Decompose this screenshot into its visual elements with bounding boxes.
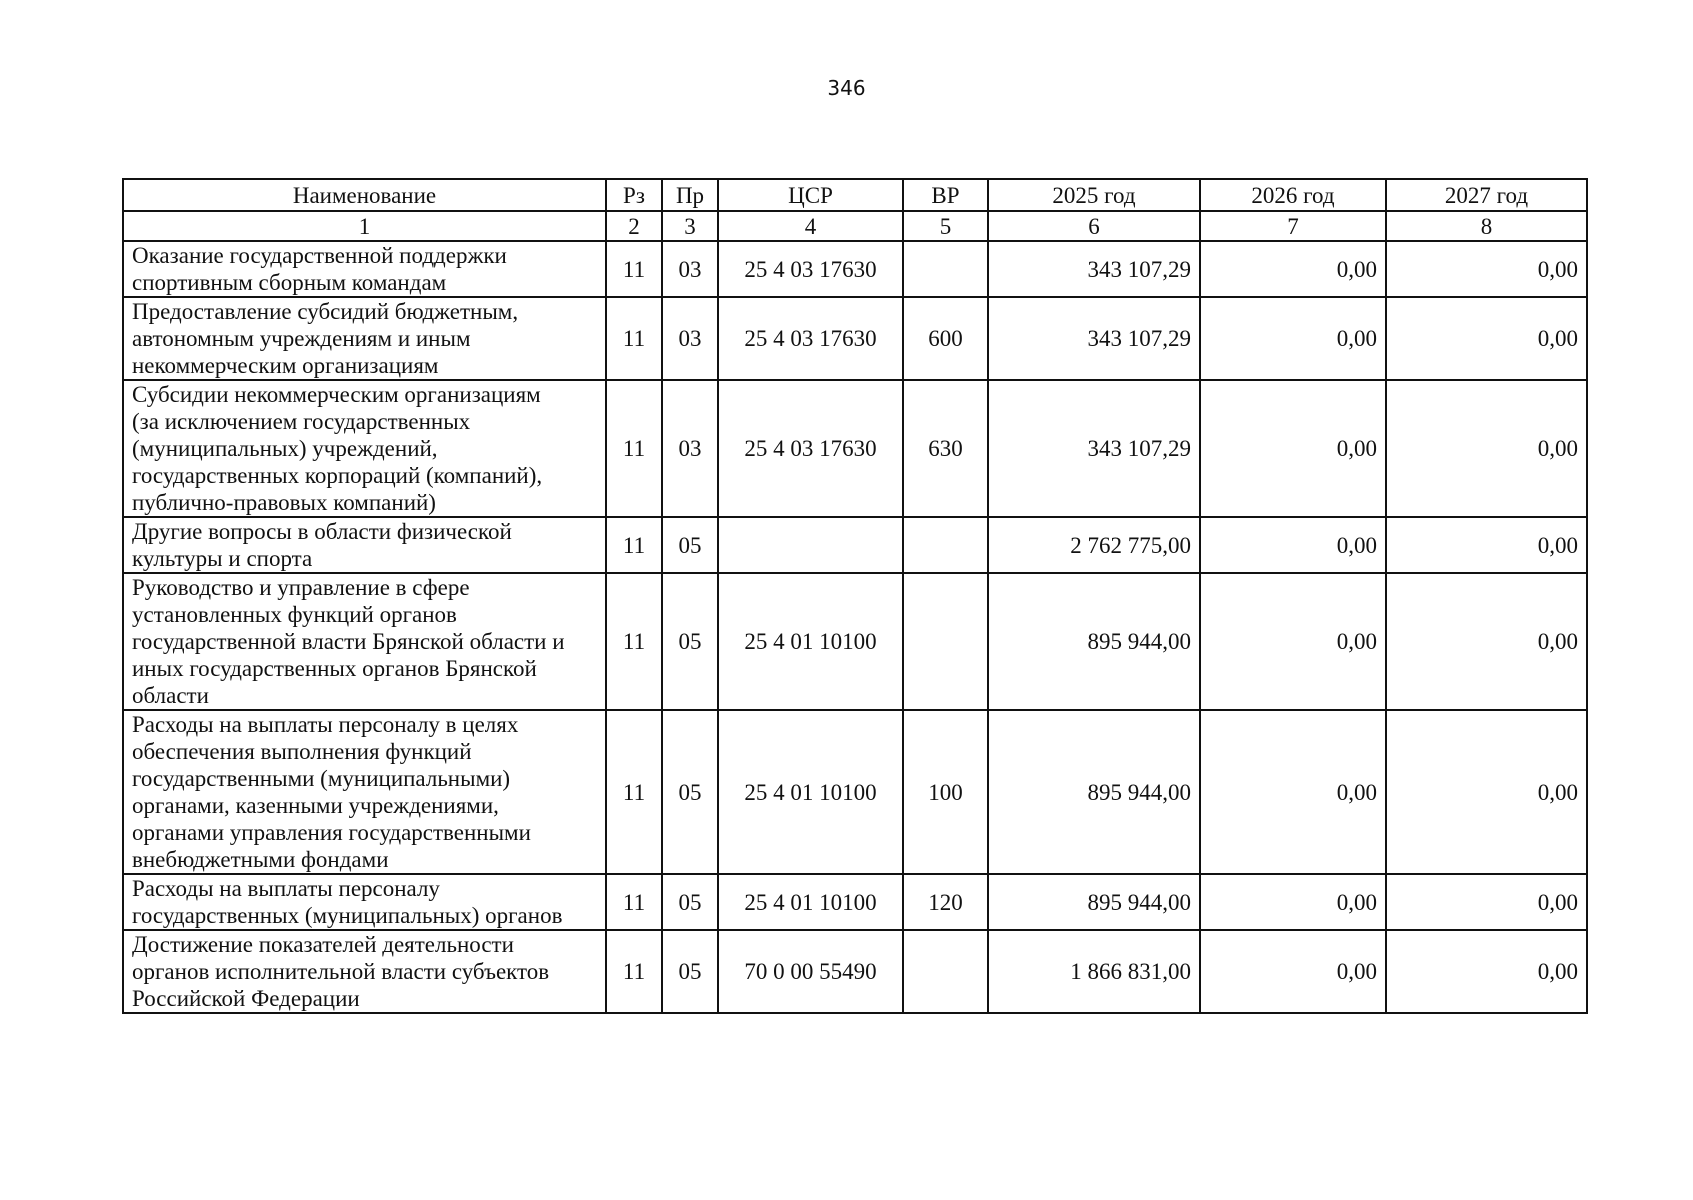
- rz-cell: 11: [606, 241, 662, 297]
- amount-2026-cell: 0,00: [1200, 517, 1386, 573]
- pr-cell: 05: [662, 573, 718, 710]
- pr-cell: 03: [662, 380, 718, 517]
- row-name-line: органов исполнительной власти субъектов: [132, 959, 550, 984]
- amount-2026-cell: 0,00: [1200, 710, 1386, 874]
- amount-2027-cell: 0,00: [1386, 710, 1587, 874]
- header-row: [123, 179, 1587, 211]
- row-name-line: некоммерческим организациям: [132, 353, 439, 378]
- row-name-line: Оказание государственной поддержки: [132, 243, 507, 268]
- table-row: [123, 573, 1587, 710]
- csr-cell: 25 4 03 17630: [718, 297, 903, 380]
- row-name-line: публично-правовых компаний): [132, 490, 436, 515]
- vr-cell: [903, 517, 988, 573]
- page-number: 346: [827, 76, 866, 100]
- csr-cell: 25 4 01 10100: [718, 710, 903, 874]
- column-header: Наименование: [123, 179, 606, 211]
- row-name-line: Субсидии некоммерческим организациям: [132, 382, 541, 407]
- amount-2027-cell: 0,00: [1386, 930, 1587, 1013]
- rz-cell: 11: [606, 297, 662, 380]
- rz-cell: 11: [606, 517, 662, 573]
- row-name-cell: [123, 573, 606, 710]
- row-name-cell: [123, 517, 606, 573]
- vr-cell: [903, 573, 988, 710]
- column-number: 2: [606, 211, 662, 241]
- amount-2027-cell: 0,00: [1386, 297, 1587, 380]
- pr-cell: 05: [662, 930, 718, 1013]
- amount-2025-cell: 343 107,29: [988, 297, 1200, 380]
- row-name-line: Достижение показателей деятельности: [132, 932, 514, 957]
- row-name-line: Руководство и управление в сфере: [132, 575, 470, 600]
- row-name-line: иных государственных органов Брянской: [132, 656, 537, 681]
- column-number: 5: [903, 211, 988, 241]
- row-name-cell: [123, 710, 606, 874]
- vr-cell: 100: [903, 710, 988, 874]
- row-name-cell: [123, 241, 606, 297]
- amount-2027-cell: 0,00: [1386, 241, 1587, 297]
- rz-cell: 11: [606, 573, 662, 710]
- row-name-line: автономным учреждениям и иным: [132, 326, 471, 351]
- pr-cell: 05: [662, 874, 718, 930]
- amount-2025-cell: 1 866 831,00: [988, 930, 1200, 1013]
- table-row: [123, 297, 1587, 380]
- row-name-line: внебюджетными фондами: [132, 847, 389, 872]
- row-name-cell: [123, 874, 606, 930]
- amount-2026-cell: 0,00: [1200, 380, 1386, 517]
- amount-2027-cell: 0,00: [1386, 380, 1587, 517]
- amount-2025-cell: 343 107,29: [988, 380, 1200, 517]
- csr-cell: 25 4 03 17630: [718, 241, 903, 297]
- column-number: 3: [662, 211, 718, 241]
- column-header: Рз: [606, 179, 662, 211]
- amount-2025-cell: 895 944,00: [988, 874, 1200, 930]
- row-name-line: государственных (муниципальных) органов: [132, 903, 563, 928]
- table-row: [123, 710, 1587, 874]
- table-row: [123, 241, 1587, 297]
- row-name-cell: [123, 930, 606, 1013]
- row-name-line: государственными (муниципальными): [132, 766, 511, 791]
- column-header: ЦСР: [718, 179, 903, 211]
- amount-2025-cell: 343 107,29: [988, 241, 1200, 297]
- rz-cell: 11: [606, 380, 662, 517]
- row-name-cell: [123, 297, 606, 380]
- amount-2026-cell: 0,00: [1200, 930, 1386, 1013]
- pr-cell: 03: [662, 297, 718, 380]
- amount-2026-cell: 0,00: [1200, 874, 1386, 930]
- column-header: 2025 год: [988, 179, 1200, 211]
- column-header: Пр: [662, 179, 718, 211]
- column-header: 2027 год: [1386, 179, 1587, 211]
- row-name-line: Российской Федерации: [132, 986, 360, 1011]
- amount-2025-cell: 2 762 775,00: [988, 517, 1200, 573]
- column-header: ВР: [903, 179, 988, 211]
- row-name-line: органами, казенными учреждениями,: [132, 793, 499, 818]
- column-number: 6: [988, 211, 1200, 241]
- vr-cell: 630: [903, 380, 988, 517]
- row-name-line: (за исключением государственных: [132, 409, 471, 434]
- csr-cell: 70 0 00 55490: [718, 930, 903, 1013]
- amount-2025-cell: 895 944,00: [988, 710, 1200, 874]
- row-name-line: Предоставление субсидий бюджетным,: [132, 299, 519, 324]
- row-name-line: установленных функций органов: [132, 602, 457, 627]
- row-name-line: Расходы на выплаты персоналу: [132, 876, 440, 901]
- vr-cell: [903, 930, 988, 1013]
- table-row: [123, 930, 1587, 1013]
- budget-table: [122, 178, 1588, 1014]
- rz-cell: 11: [606, 710, 662, 874]
- amount-2025-cell: 895 944,00: [988, 573, 1200, 710]
- row-name-line: органами управления государственными: [132, 820, 531, 845]
- pr-cell: 03: [662, 241, 718, 297]
- column-number: 1: [123, 211, 606, 241]
- row-name-line: обеспечения выполнения функций: [132, 739, 472, 764]
- row-name-line: Расходы на выплаты персоналу в целях: [132, 712, 519, 737]
- csr-cell: 25 4 03 17630: [718, 380, 903, 517]
- row-name-line: Другие вопросы в области физической: [132, 519, 512, 544]
- amount-2027-cell: 0,00: [1386, 874, 1587, 930]
- pr-cell: 05: [662, 517, 718, 573]
- amount-2026-cell: 0,00: [1200, 573, 1386, 710]
- amount-2027-cell: 0,00: [1386, 573, 1587, 710]
- column-number: 4: [718, 211, 903, 241]
- vr-cell: 120: [903, 874, 988, 930]
- table-row: [123, 874, 1587, 930]
- amount-2026-cell: 0,00: [1200, 241, 1386, 297]
- row-name-line: культуры и спорта: [132, 546, 313, 571]
- pr-cell: 05: [662, 710, 718, 874]
- csr-cell: 25 4 01 10100: [718, 874, 903, 930]
- amount-2027-cell: 0,00: [1386, 517, 1587, 573]
- csr-cell: [718, 517, 903, 573]
- vr-cell: [903, 241, 988, 297]
- row-name-line: области: [132, 683, 209, 708]
- column-number: 7: [1200, 211, 1386, 241]
- column-number: 8: [1386, 211, 1587, 241]
- row-name-line: (муниципальных) учреждений,: [132, 436, 438, 461]
- column-header: 2026 год: [1200, 179, 1386, 211]
- column-number-row: [123, 211, 1587, 241]
- row-name-line: спортивным сборным командам: [132, 270, 447, 295]
- row-name-line: государственной власти Брянской области и: [132, 629, 565, 654]
- csr-cell: 25 4 01 10100: [718, 573, 903, 710]
- rz-cell: 11: [606, 930, 662, 1013]
- amount-2026-cell: 0,00: [1200, 297, 1386, 380]
- table-row: [123, 517, 1587, 573]
- row-name-line: государственных корпораций (компаний),: [132, 463, 543, 488]
- vr-cell: 600: [903, 297, 988, 380]
- rz-cell: 11: [606, 874, 662, 930]
- table-row: [123, 380, 1587, 517]
- row-name-cell: [123, 380, 606, 517]
